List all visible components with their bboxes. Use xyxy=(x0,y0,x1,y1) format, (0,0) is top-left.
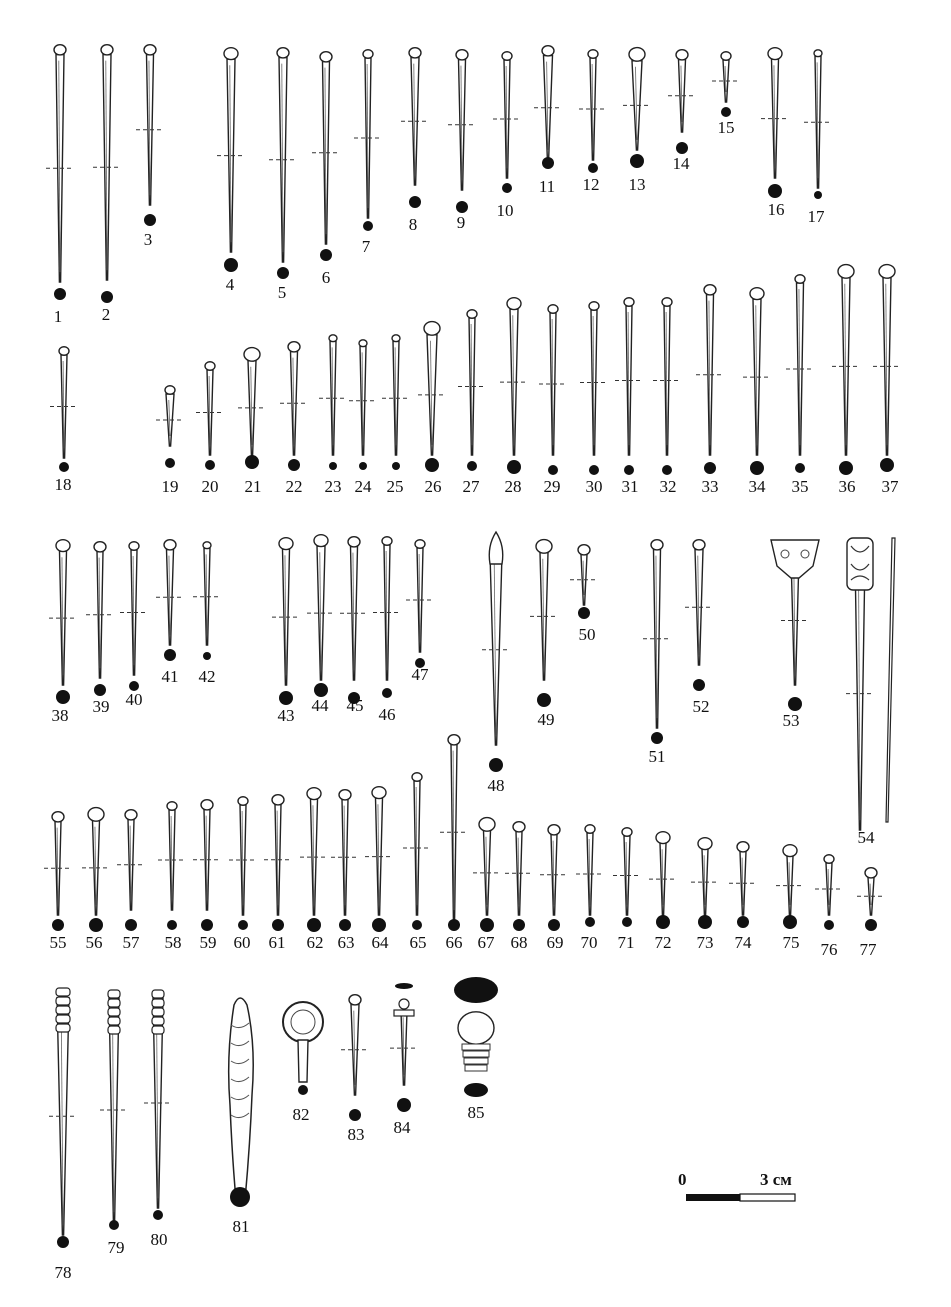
item-number-22: 22 xyxy=(285,477,303,496)
artifact-drawings xyxy=(44,45,901,1248)
item-number-46: 46 xyxy=(378,705,396,724)
item-number-69: 69 xyxy=(546,933,564,952)
artifact-5 xyxy=(269,48,297,279)
artifact-81 xyxy=(229,998,254,1207)
item-number-77: 77 xyxy=(859,940,877,959)
artifact-84 xyxy=(390,983,418,1112)
item-number-76: 76 xyxy=(820,940,838,959)
item-number-53: 53 xyxy=(782,711,800,730)
item-number-23: 23 xyxy=(324,477,342,496)
artifact-15 xyxy=(712,52,740,117)
artifact-64 xyxy=(365,787,393,932)
artifact-51 xyxy=(643,540,671,744)
artifact-57 xyxy=(117,810,145,931)
item-number-66: 66 xyxy=(445,933,463,952)
artifact-54 xyxy=(846,538,895,830)
artifact-55 xyxy=(44,812,72,931)
artifact-78 xyxy=(49,988,77,1248)
item-number-49: 49 xyxy=(537,710,555,729)
item-number-42: 42 xyxy=(198,667,216,686)
artifact-52 xyxy=(685,540,713,691)
scale-zero-label: 0 xyxy=(678,1170,687,1189)
artifact-67 xyxy=(473,818,501,932)
artifact-49 xyxy=(530,540,558,707)
artifact-6 xyxy=(312,52,340,261)
item-number-56: 56 xyxy=(85,933,103,952)
item-number-20: 20 xyxy=(201,477,219,496)
item-number-15: 15 xyxy=(717,118,735,137)
item-number-4: 4 xyxy=(225,275,235,294)
artifact-77 xyxy=(857,868,885,931)
item-number-36: 36 xyxy=(838,477,856,496)
artifact-36 xyxy=(832,265,860,475)
artifact-56 xyxy=(82,808,110,932)
item-number-61: 61 xyxy=(268,933,286,952)
item-number-44: 44 xyxy=(311,696,329,715)
item-number-11: 11 xyxy=(538,177,556,196)
item-number-41: 41 xyxy=(161,667,179,686)
item-number-27: 27 xyxy=(462,477,480,496)
item-number-32: 32 xyxy=(659,477,677,496)
artifact-41 xyxy=(156,540,184,661)
item-number-50: 50 xyxy=(578,625,596,644)
artifact-24 xyxy=(349,340,377,470)
artifact-11 xyxy=(534,46,562,169)
item-number-71: 71 xyxy=(617,933,635,952)
item-number-6: 6 xyxy=(321,268,331,287)
item-number-55: 55 xyxy=(49,933,67,952)
artifact-22 xyxy=(280,342,308,471)
artifact-65 xyxy=(403,773,431,930)
artifact-74 xyxy=(729,842,757,928)
item-number-64: 64 xyxy=(371,933,389,952)
scale-bar xyxy=(678,1170,795,1201)
artifact-13 xyxy=(623,48,651,168)
artifact-23 xyxy=(319,335,347,470)
item-number-62: 62 xyxy=(306,933,324,952)
item-number-54: 54 xyxy=(857,828,875,847)
item-number-40: 40 xyxy=(125,690,143,709)
item-number-75: 75 xyxy=(782,933,800,952)
artifact-35 xyxy=(786,275,814,473)
item-number-58: 58 xyxy=(164,933,182,952)
item-number-60: 60 xyxy=(233,933,251,952)
artifact-31 xyxy=(615,298,643,475)
item-number-12: 12 xyxy=(582,175,600,194)
artifact-76 xyxy=(815,855,843,930)
item-number-84: 84 xyxy=(393,1118,411,1137)
artifact-28 xyxy=(500,298,528,474)
artifact-61 xyxy=(264,795,292,931)
item-number-14: 14 xyxy=(672,154,690,173)
item-number-24: 24 xyxy=(354,477,372,496)
scale-end-label: 3 см xyxy=(760,1170,792,1189)
item-number-52: 52 xyxy=(692,697,710,716)
artifact-66 xyxy=(440,735,468,931)
item-number-35: 35 xyxy=(791,477,809,496)
item-number-5: 5 xyxy=(277,283,287,302)
item-number-79: 79 xyxy=(107,1238,125,1257)
item-number-37: 37 xyxy=(881,477,899,496)
item-number-47: 47 xyxy=(411,665,429,684)
item-number-13: 13 xyxy=(628,175,646,194)
artifact-14 xyxy=(668,50,696,154)
artifact-38 xyxy=(49,540,77,704)
artifact-19 xyxy=(156,386,184,468)
artifact-63 xyxy=(331,790,359,931)
item-number-85: 85 xyxy=(467,1103,485,1122)
item-number-19: 19 xyxy=(161,477,179,496)
artifact-4 xyxy=(217,48,245,272)
artifact-16 xyxy=(761,48,789,198)
artifact-3 xyxy=(136,45,164,226)
item-number-30: 30 xyxy=(585,477,603,496)
item-number-8: 8 xyxy=(408,215,418,234)
artifact-80 xyxy=(144,990,172,1220)
item-number-28: 28 xyxy=(504,477,522,496)
artifact-9 xyxy=(448,50,476,213)
item-number-67: 67 xyxy=(477,933,495,952)
artifact-48 xyxy=(482,532,510,772)
artifact-62 xyxy=(300,788,328,932)
item-number-45: 45 xyxy=(346,696,364,715)
artifact-17 xyxy=(804,50,832,199)
artifact-8 xyxy=(401,48,429,208)
artifact-47 xyxy=(406,540,434,668)
artifact-72 xyxy=(649,832,677,929)
artifact-58 xyxy=(158,802,186,930)
item-number-26: 26 xyxy=(424,477,442,496)
artifact-18 xyxy=(50,347,78,472)
item-number-1: 1 xyxy=(53,307,63,326)
item-number-65: 65 xyxy=(409,933,427,952)
artifact-43 xyxy=(272,538,300,705)
artifact-42 xyxy=(193,542,221,660)
item-number-59: 59 xyxy=(199,933,217,952)
item-number-3: 3 xyxy=(143,230,153,249)
item-number-43: 43 xyxy=(277,706,295,725)
item-number-68: 68 xyxy=(510,933,528,952)
item-number-16: 16 xyxy=(767,200,785,219)
item-number-10: 10 xyxy=(496,201,514,220)
artifact-69 xyxy=(540,825,568,931)
item-number-83: 83 xyxy=(347,1125,365,1144)
item-number-25: 25 xyxy=(386,477,404,496)
artifact-40 xyxy=(120,542,148,691)
artifact-79 xyxy=(100,990,128,1230)
item-number-33: 33 xyxy=(701,477,719,496)
artifact-45 xyxy=(340,537,368,704)
item-number-34: 34 xyxy=(748,477,766,496)
item-number-70: 70 xyxy=(580,933,598,952)
item-number-9: 9 xyxy=(456,213,466,232)
artifact-68 xyxy=(505,822,533,931)
artifact-50 xyxy=(570,545,598,619)
artifact-75 xyxy=(776,845,804,929)
artifact-7 xyxy=(354,50,382,231)
item-number-48: 48 xyxy=(487,776,505,795)
item-number-39: 39 xyxy=(92,697,110,716)
artifact-73 xyxy=(691,838,719,929)
artifact-21 xyxy=(238,348,266,469)
item-number-38: 38 xyxy=(51,706,69,725)
artifact-2 xyxy=(93,45,121,303)
artifact-60 xyxy=(229,797,257,930)
item-number-81: 81 xyxy=(232,1217,250,1236)
item-number-7: 7 xyxy=(361,237,371,256)
artifact-70 xyxy=(576,825,604,927)
artifact-82 xyxy=(283,1002,323,1095)
artifact-30 xyxy=(580,302,608,475)
artifact-26 xyxy=(418,322,446,472)
item-number-21: 21 xyxy=(244,477,262,496)
artifact-32 xyxy=(653,298,681,475)
item-number-63: 63 xyxy=(337,933,355,952)
artifact-37 xyxy=(873,265,901,472)
item-number-74: 74 xyxy=(734,933,752,952)
item-number-31: 31 xyxy=(621,477,639,496)
item-number-51: 51 xyxy=(648,747,666,766)
artifact-29 xyxy=(539,305,567,475)
artifact-25 xyxy=(382,335,410,470)
artifact-33 xyxy=(696,285,724,474)
item-number-82: 82 xyxy=(292,1105,310,1124)
item-number-18: 18 xyxy=(54,475,72,494)
item-number-17: 17 xyxy=(807,207,825,226)
artifact-20 xyxy=(196,362,224,470)
artifact-10 xyxy=(493,52,521,193)
artifact-27 xyxy=(458,310,486,471)
item-number-2: 2 xyxy=(101,305,111,324)
artifact-53 xyxy=(771,540,819,711)
artifact-1 xyxy=(46,45,74,300)
artifact-71 xyxy=(613,828,641,927)
artifact-12 xyxy=(579,50,607,173)
artifact-85 xyxy=(454,977,498,1097)
artifact-46 xyxy=(373,537,401,698)
item-number-57: 57 xyxy=(122,933,140,952)
artifact-59 xyxy=(193,800,221,931)
item-number-72: 72 xyxy=(654,933,672,952)
artifact-34 xyxy=(743,288,771,475)
artifact-39 xyxy=(86,542,114,696)
artifact-83 xyxy=(341,995,369,1121)
item-numbers xyxy=(50,118,900,1282)
item-number-80: 80 xyxy=(150,1230,168,1249)
item-number-73: 73 xyxy=(696,933,714,952)
item-number-78: 78 xyxy=(54,1263,72,1282)
artifact-44 xyxy=(307,535,335,697)
item-number-29: 29 xyxy=(543,477,561,496)
